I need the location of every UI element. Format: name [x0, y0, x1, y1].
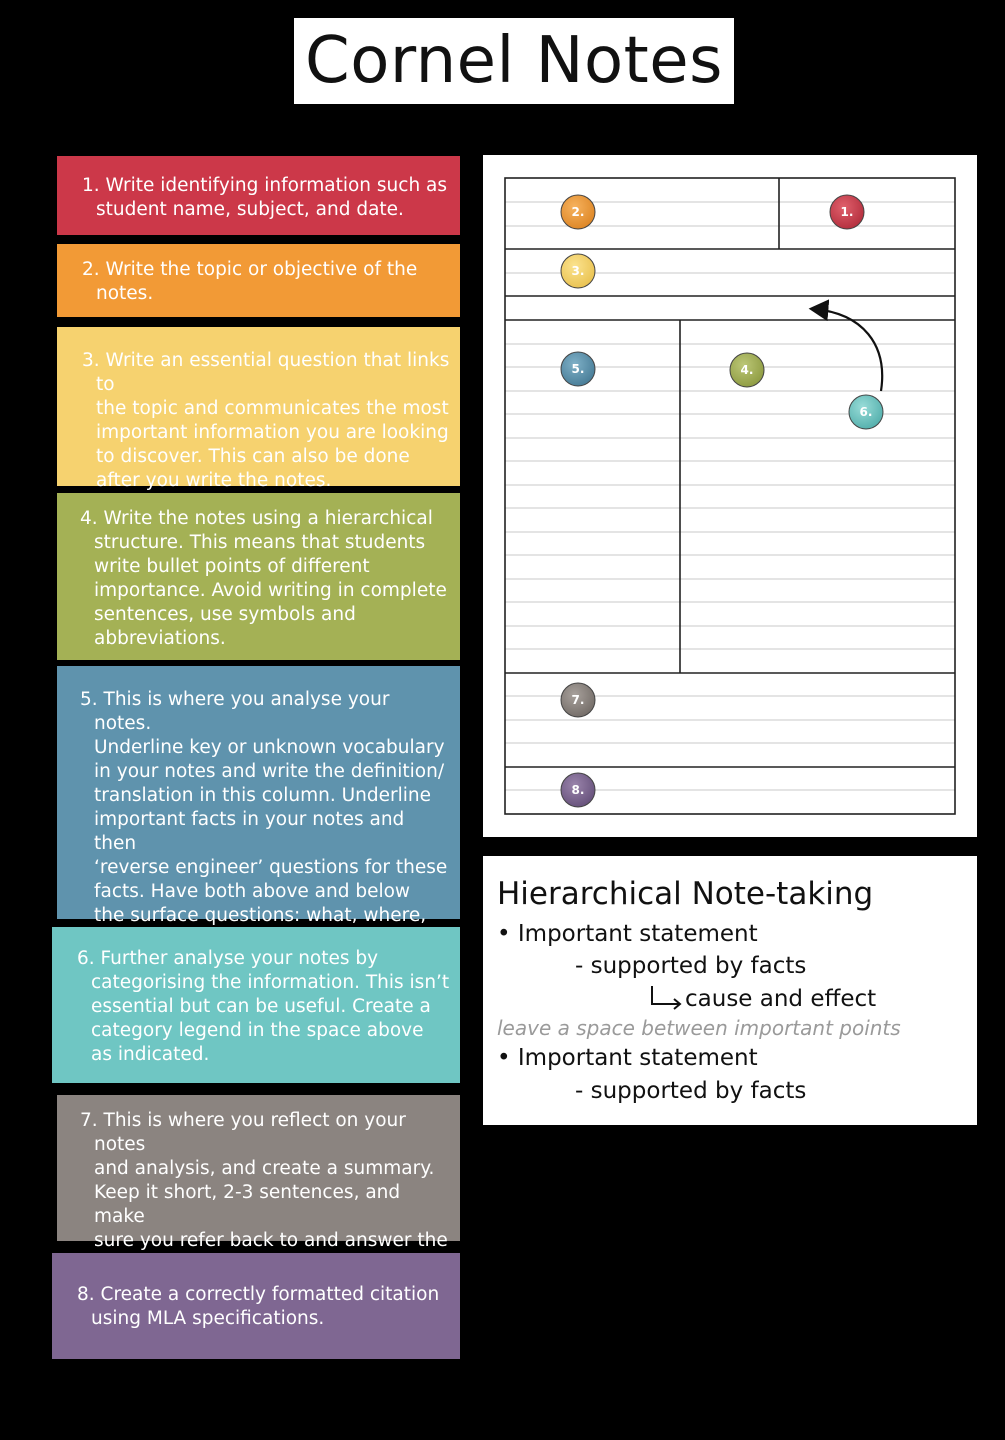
step-3-box — [57, 327, 460, 491]
marker-1 — [830, 195, 864, 229]
bullet-important-1: • Important statement — [497, 921, 758, 947]
category-arrow — [813, 309, 882, 391]
marker-5 — [561, 352, 595, 386]
step-8-text: 8. Create a correctly formatted citation using MLA specifications. — [77, 1284, 440, 1329]
template-svg — [483, 155, 977, 837]
marker-5-label: 5. — [571, 362, 585, 376]
step-4-text: 4. Write the notes using a hierarchical structure. This means that students write bullet points of different importance. Avoid writing in complete sentences, use symbols and abbreviations. — [80, 508, 447, 649]
step-3-text: 3. Write an essential question that links to the topic and communicates the most important information you are looking to discover. This can also be done after you write the notes. — [82, 350, 450, 491]
marker-8-label: 8. — [571, 783, 585, 797]
marker-6-label: 6. — [859, 405, 873, 419]
sub-facts-2: - supported by facts — [575, 1078, 807, 1104]
marker-3 — [561, 254, 595, 288]
step-1-box — [57, 156, 460, 235]
spacing-note: leave a space between important points — [497, 1016, 901, 1040]
step-6-text: 6. Further analyse your notes by categorising the information. This isn’t essential but can be useful. Create a category legend in the space above as indicated. — [77, 948, 450, 1065]
bullet-important-2: • Important statement — [497, 1045, 758, 1071]
step-2-text: 2. Write the topic or objective of the notes. — [82, 259, 418, 304]
step-1-text: 1. Write identifying information such as student name, subject, and date. — [82, 175, 448, 220]
turn-right-arrow-icon — [649, 984, 685, 1010]
step-7-text: 7. This is where you reflect on your notes and analysis, and create a summary. Keep it short, 2-3 sentences, and make sure you refer back to and answer the — [80, 1110, 448, 1251]
step-7-box — [57, 1095, 460, 1251]
sub-facts-1: - supported by facts — [575, 953, 807, 979]
marker-3-label: 3. — [571, 264, 585, 278]
page-title: Cornel Notes — [305, 24, 723, 98]
marker-4 — [730, 353, 764, 387]
step-8-box — [52, 1253, 460, 1359]
step-6-box — [52, 927, 460, 1083]
marker-1-label: 1. — [840, 205, 854, 219]
hierarchical-notes-panel — [483, 856, 977, 1125]
step-4-box — [57, 493, 460, 660]
step-5-box — [57, 666, 460, 926]
hierarchical-title: Hierarchical Note-taking — [497, 876, 874, 912]
step-5-text: 5. This is where you analyse your notes. Underline key or unknown vocabulary in your notes and write the definition/ translation in this column. Underline important facts in your notes and then ‘reverse engineer’ questions for these facts. Have both above and below the surface questions: what, where, — [80, 689, 448, 926]
cause-effect-line — [649, 984, 876, 1012]
marker-4-label: 4. — [740, 363, 754, 377]
marker-7-label: 7. — [571, 693, 585, 707]
cornell-template-diagram — [483, 155, 977, 837]
title-box — [294, 18, 734, 104]
marker-2-label: 2. — [571, 205, 585, 219]
marker-7 — [561, 683, 595, 717]
marker-2 — [561, 195, 595, 229]
step-2-box — [57, 244, 460, 317]
marker-8 — [561, 773, 595, 807]
marker-6 — [849, 395, 883, 429]
cause-effect-text: cause and effect — [685, 986, 877, 1012]
